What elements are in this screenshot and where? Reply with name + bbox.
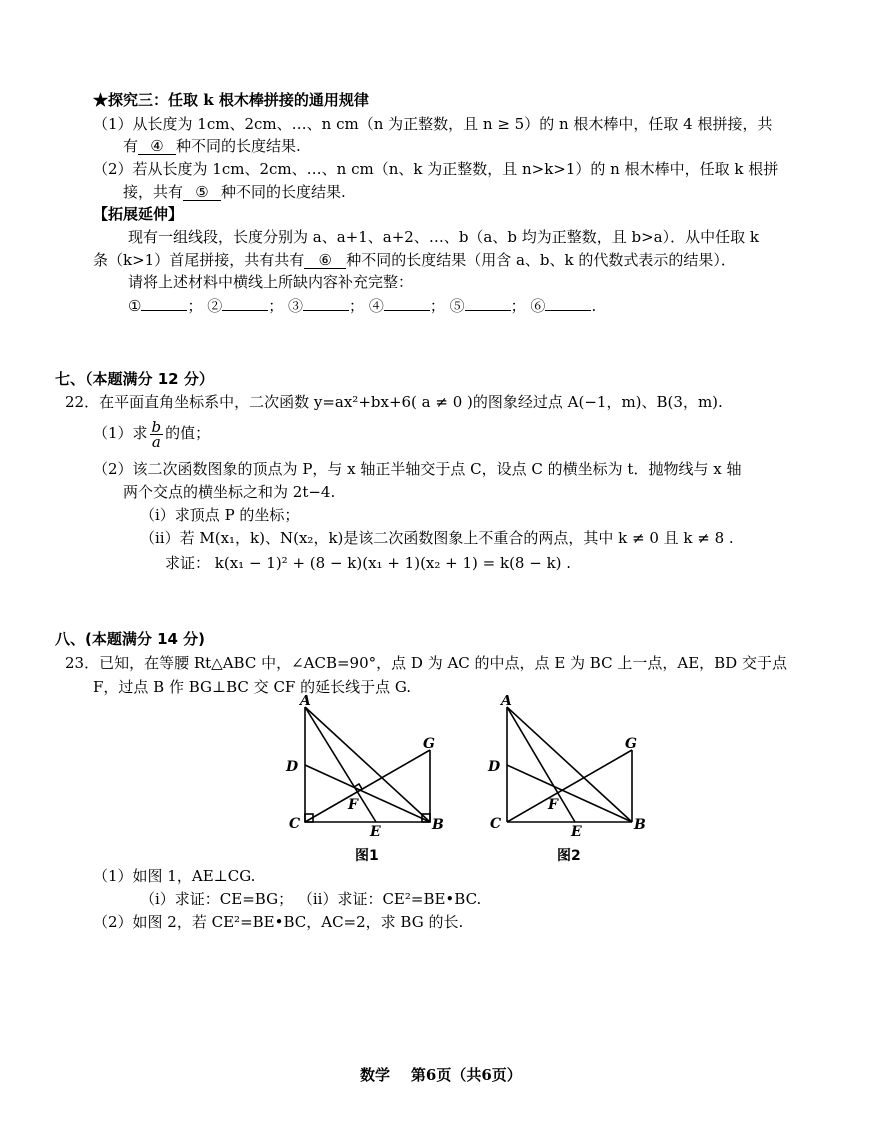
answer-line bbox=[545, 310, 591, 311]
explore3-p1-line2 bbox=[123, 136, 301, 156]
answer-line bbox=[303, 310, 349, 311]
answer-label-4: ④ bbox=[368, 297, 384, 315]
text-segment: 种不同的长度结果（用含 a、b、k 的代数式表示的结果）． bbox=[346, 251, 736, 269]
answer-label-5: ⑤ bbox=[449, 297, 465, 315]
explore3-title: ★探究三：任取 k 根木棒拼接的通用规律 bbox=[93, 91, 369, 109]
text-segment: 接，共有 bbox=[123, 183, 184, 201]
text-segment: （1）求 bbox=[93, 424, 148, 442]
label-f: F bbox=[348, 797, 358, 813]
answer-line bbox=[465, 310, 511, 311]
text-segment: 种不同的长度结果. bbox=[221, 183, 346, 201]
q23-part1: （1）如图 1，AE⊥CG. bbox=[93, 867, 256, 885]
extension-line2 bbox=[93, 250, 736, 270]
answer-label-1: ① bbox=[128, 297, 142, 315]
answer-line bbox=[384, 310, 430, 311]
extension-line3: 请将上述材料中横线上所缺内容补充完整： bbox=[128, 273, 414, 291]
explore3-p2-line2 bbox=[123, 182, 346, 202]
answer-label-2: ② bbox=[207, 297, 223, 315]
text-segment: 条（k>1）首尾拼接，共有共有 bbox=[93, 251, 305, 269]
segment-cg bbox=[305, 750, 430, 822]
fraction-numerator: b bbox=[151, 417, 162, 436]
answer-line bbox=[222, 310, 268, 311]
segment-ae bbox=[507, 707, 575, 822]
figure-1-caption: 图1 bbox=[355, 848, 379, 864]
text-segment: 有 bbox=[123, 137, 139, 155]
figure-2-caption: 图2 bbox=[557, 848, 581, 864]
blank-4: ④ bbox=[138, 138, 176, 155]
q23-part2: （2）如图 2，若 CE²=BE•BC，AC=2，求 BG 的长. bbox=[93, 913, 464, 931]
label-e: E bbox=[370, 824, 381, 840]
figure-1 bbox=[280, 695, 450, 840]
extension-line1: 现有一组线段，长度分别为 a、a+1、a+2、…、b（a、b 均为正整数，且 b>a）．从中任取 k bbox=[128, 228, 759, 246]
segment-bd bbox=[305, 765, 430, 822]
section7-title: 七、（本题满分 12 分） bbox=[55, 370, 214, 388]
label-a: A bbox=[300, 695, 311, 709]
label-e: E bbox=[571, 824, 582, 840]
label-c: C bbox=[289, 816, 301, 832]
label-c: C bbox=[490, 816, 502, 832]
text-segment: 种不同的长度结果. bbox=[176, 137, 301, 155]
figure-2 bbox=[485, 695, 655, 840]
q22-part2-line2: 两个交点的横坐标之和为 2t−4. bbox=[123, 483, 336, 501]
label-f: F bbox=[548, 797, 558, 813]
segment-ab bbox=[305, 707, 430, 822]
label-d: D bbox=[286, 759, 299, 775]
segment-ae bbox=[305, 707, 376, 822]
label-g: G bbox=[423, 736, 435, 752]
answer-label-6: ⑥ bbox=[530, 297, 546, 315]
q23-part1-sub: （i）求证：CE=BG； （ii）求证：CE²=BE•BC. bbox=[140, 890, 482, 908]
answer-line bbox=[141, 310, 187, 311]
blank-5: ⑤ bbox=[183, 184, 221, 201]
q23-line2: F，过点 B 作 BG⊥BC 交 CF 的延长线于点 G. bbox=[93, 678, 412, 696]
q22-line: 22．在平面直角坐标系中，二次函数 y=ax²+bx+6( a ≠ 0 )的图象经过点 A(−1，m)、B(3，m). bbox=[65, 393, 723, 411]
label-b: B bbox=[432, 817, 444, 833]
q22-part1 bbox=[93, 416, 210, 450]
explore3-p1-line1: （1）从长度为 1cm、2cm、…、n cm（n 为正整数，且 n ≥ 5）的 n 根木棒中，任取 4 根拼接，共 bbox=[93, 115, 773, 133]
label-a: A bbox=[501, 695, 512, 709]
blank-6: ⑥ bbox=[304, 252, 346, 269]
label-d: D bbox=[488, 759, 501, 775]
q22-part2-i: （i）求顶点 P 的坐标； bbox=[140, 506, 300, 524]
fraction-b-over-a bbox=[150, 417, 164, 451]
section8-title: 八、(本题满分 14 分) bbox=[55, 630, 206, 648]
label-b: B bbox=[634, 817, 646, 833]
label-g: G bbox=[625, 736, 637, 752]
segment-ab bbox=[507, 707, 632, 822]
q22-proof: 求证： k(x₁ − 1)² + (8 − k)(x₁ + 1)(x₂ + 1) = k(8 − k) . bbox=[165, 554, 572, 572]
q22-part2-line1: （2）该二次函数图象的顶点为 P，与 x 轴正半轴交于点 C，设点 C 的横坐标为 t．抛物线与 x 轴 bbox=[93, 460, 742, 478]
q22-part2-ii: （ii）若 M(x₁，k)、N(x₂，k)是该二次函数图象上不重合的两点，其中 k ≠ 0 且 k ≠ 8 . bbox=[140, 529, 734, 547]
fraction-denominator: a bbox=[151, 432, 161, 451]
answer-blanks: ① ； ② ； ③ ； ④ ； ⑤ ； ⑥ . bbox=[128, 297, 597, 315]
page-footer: 数学 第6页（共6页） bbox=[360, 1066, 522, 1084]
text-segment: 的值； bbox=[165, 424, 211, 442]
answer-label-3: ③ bbox=[288, 297, 304, 315]
q23-line1: 23．已知，在等腰 Rt△ABC 中，∠ACB=90°，点 D 为 AC 的中点，点 E 为 BC 上一点，AE，BD 交于点 bbox=[65, 654, 787, 672]
explore3-p2-line1: （2）若从长度为 1cm、2cm、…、n cm（n、k 为正整数，且 n>k>1）的 n 根木棒中，任取 k 根拼 bbox=[93, 160, 779, 178]
extension-title: 【拓展延伸】 bbox=[93, 205, 184, 223]
